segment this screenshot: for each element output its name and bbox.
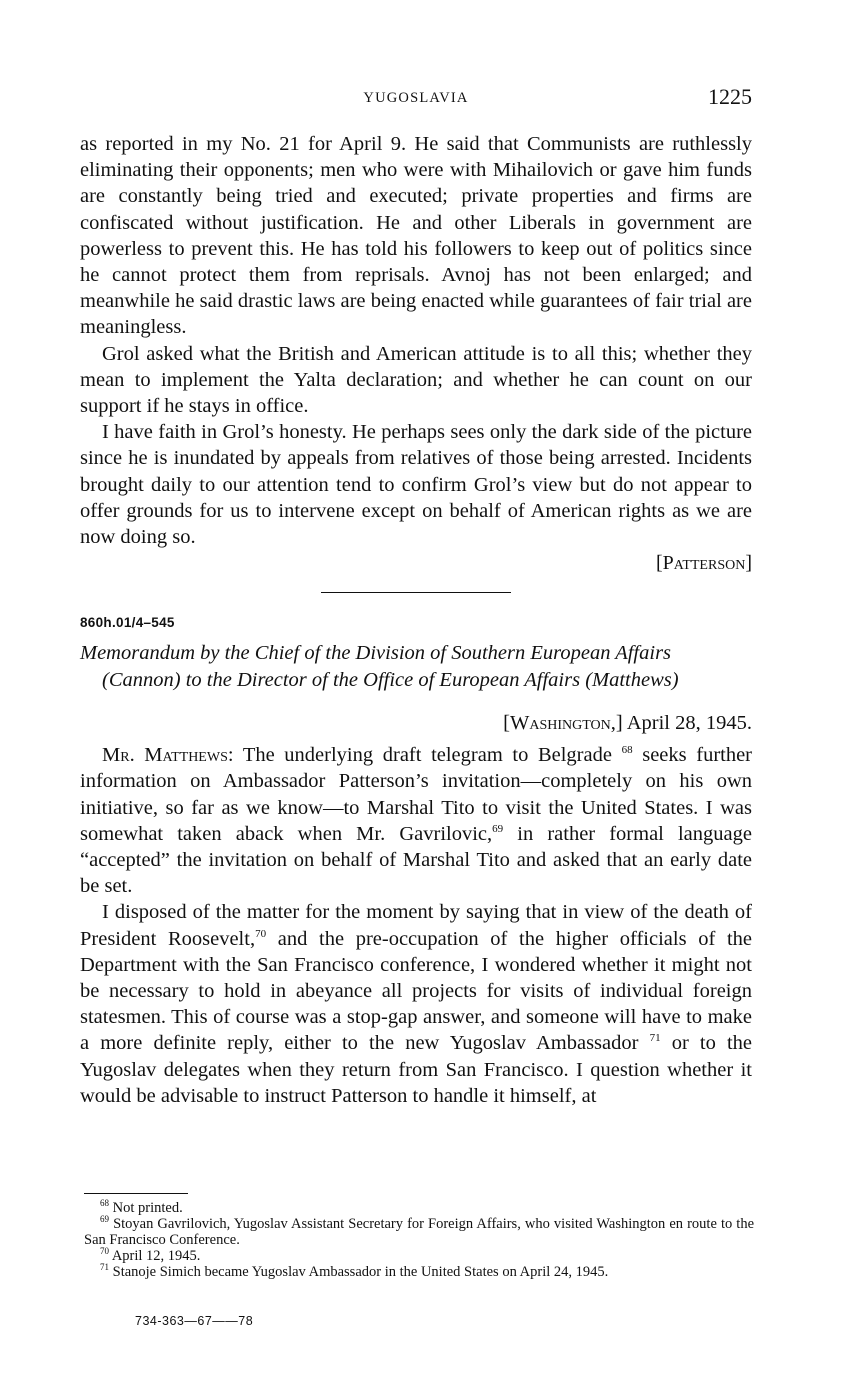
running-head: YUGOSLAVIA bbox=[363, 90, 469, 106]
footnote-ref-70: 70 bbox=[255, 927, 267, 940]
memo-p1-part-c: in rather formal language “accepted” the invitation on behalf of Marshal Tito and asked that an early date be set. bbox=[80, 822, 752, 898]
page-number: 1225 bbox=[708, 84, 752, 109]
date: April 28, 1945. bbox=[626, 712, 752, 735]
footnote-ref-69: 69 bbox=[492, 823, 504, 836]
memo-p2-part-c: or to the Yugoslav delegates when they return from San Francisco. I question whether it would be advisable to instruct Patterson to handle it himself, at bbox=[80, 1032, 752, 1107]
memo-paragraph-1 bbox=[80, 742, 752, 899]
telegram-paragraph-3: I have faith in Grol’s honesty. He perhaps sees only the dark side of the picture since he is inundated by appeals from relatives of those being arrested. Incidents brought daily to our attention tend to confirm Grol’s view but do not appear to offer grounds for us to intervene except on behalf of American rights as we are now doing so. bbox=[80, 421, 752, 549]
footnote-text: Stanoje Simich became Yugoslav Ambassador in the United States on April 24, 1945. bbox=[112, 1264, 609, 1280]
footnote-text: April 12, 1945. bbox=[111, 1248, 201, 1264]
telegram-paragraph-2: Grol asked what the British and American attitude is to all this; whether they mean to implement the Yalta declaration; and whether he can count on our support if he stays in office. bbox=[80, 342, 752, 418]
memo-body bbox=[80, 742, 752, 1109]
date-line bbox=[80, 710, 752, 736]
telegram-signature: [Patterson] bbox=[655, 552, 752, 575]
footnotes bbox=[84, 1200, 754, 1280]
memo-p1-part-a: : The underlying draft telegram to Belgrade bbox=[227, 744, 612, 767]
section-divider bbox=[321, 592, 511, 593]
footnote-rule bbox=[84, 1193, 188, 1194]
salutation: Mr. Matthews bbox=[102, 744, 228, 767]
footnote-text: Not printed. bbox=[112, 1200, 183, 1216]
print-code: 734-363—67——78 bbox=[135, 1314, 254, 1328]
footnote bbox=[84, 1200, 754, 1216]
footnote bbox=[84, 1248, 754, 1264]
telegram-paragraph-1: as reported in my No. 21 for April 9. He said that Communists are ruthlessly eliminating their opponents; men who were with Mihailovich or gave him funds are constantly being tried and executed; private properties and firms are confiscated without justification. He and other Liberals in government are powerless to prevent this. He has told his followers to keep out of politics since he cannot protect them from reprisals. Avnoj has not been enlarged; and meanwhile he said drastic laws are being enacted while guarantees of fair trial are meaningless. bbox=[80, 133, 752, 339]
footnote-ref-71: 71 bbox=[649, 1032, 661, 1045]
footnote-number: 68 bbox=[100, 1198, 109, 1209]
memo-paragraph-2 bbox=[80, 899, 752, 1109]
document-title: Memorandum by the Chief of the Division of Southern European Affairs (Cannon) to the Director of the Office of European Affairs (Matthews) bbox=[80, 642, 679, 692]
page-header bbox=[80, 84, 752, 114]
footnote bbox=[84, 1264, 754, 1280]
footnote-number: 69 bbox=[100, 1214, 109, 1225]
memo-p1-part-b: seeks further information on Ambassador Patterson’s invitation—completely on his own initiative, so far as we know—to Marshal Tito to visit the United States. I was somewhat taken aback when Mr. Gavrilovic, bbox=[80, 744, 753, 845]
footnote-number: 70 bbox=[100, 1246, 109, 1257]
page-body bbox=[80, 131, 752, 1109]
footnote-text: Stoyan Gavrilovich, Yugoslav Assistant Secretary for Foreign Affairs, who visited Washington en route to the San Francisco Conference. bbox=[84, 1216, 755, 1248]
memo-p2-part-a: I disposed of the matter for the moment by saying that in view of the death of President Roosevelt, bbox=[80, 901, 752, 950]
footnote-ref-68: 68 bbox=[621, 744, 633, 757]
footnote-number: 71 bbox=[100, 1262, 109, 1273]
memo-p2-part-b: and the pre-occupation of the higher officials of the Department with the San Francisco conference, I wondered whether it might not be necessary to hold in abeyance all projects for visits of individual foreign statesmen. This of course was a stop-gap answer, and someone will have to make a more definite reply, either to the new Yugoslav Ambassador bbox=[80, 927, 752, 1055]
file-number: 860h.01/4–545 bbox=[80, 615, 175, 631]
date-place: [Washington,] bbox=[503, 712, 623, 735]
footnote bbox=[84, 1216, 754, 1248]
